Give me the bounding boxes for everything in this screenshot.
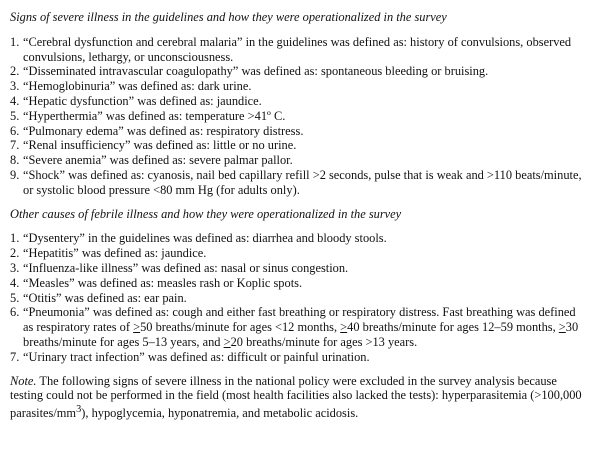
list-item: 8. “Severe anemia” was defined as: severe palmar pallor. bbox=[10, 153, 293, 168]
greater-equal-sign: > bbox=[223, 334, 231, 349]
note-text-end: ), hypoglycemia, hyponatremia, and metabolic acidosis. bbox=[81, 406, 359, 421]
febrile-illness-heading: Other causes of febrile illness and how they were operationalized in the survey bbox=[10, 206, 402, 221]
table-note bbox=[10, 374, 588, 422]
greater-equal-sign: > bbox=[558, 320, 566, 335]
note-label: Note. bbox=[10, 373, 37, 388]
greater-equal-sign: > bbox=[340, 320, 348, 335]
greater-equal-sign: > bbox=[133, 320, 141, 335]
febrile-illness-list bbox=[10, 231, 588, 364]
list-item-pneumonia: 6. “Pneumonia” was defined as: cough and either fast breathing or respiratory distress. Fast breathing was defined as respiratory rates of >50 breaths/minute for ages <12 months, >40 breaths/minute for ages 12–59 months, >30 breaths/minute for ages 5–13 years, and >20 breaths/minute for ages >13 years. bbox=[10, 305, 579, 349]
list-item: 6. “Pulmonary edema” was defined as: respiratory distress. bbox=[10, 123, 304, 138]
list-item: 1. “Dysentery” in the guidelines was defined as: diarrhea and bloody stools. bbox=[10, 231, 387, 246]
list-item: 4. “Hepatic dysfunction” was defined as: jaundice. bbox=[10, 93, 262, 108]
list-item: 7. “Renal insufficiency” was defined as: little or no urine. bbox=[10, 138, 297, 153]
list-item: 2. “Disseminated intravascular coagulopathy” was defined as: spontaneous bleeding or bruising. bbox=[10, 64, 489, 79]
list-item: 1. “Cerebral dysfunction and cerebral malaria” in the guidelines was defined as: history of convulsions, observed convulsions, lethargy, or unconsciousness. bbox=[10, 34, 572, 64]
note-superscript: 3 bbox=[76, 404, 82, 416]
severe-illness-heading: Signs of severe illness in the guidelines and how they were operationalized in the survey bbox=[10, 10, 447, 24]
list-item: 3. “Influenza-like illness” was defined as: nasal or sinus congestion. bbox=[10, 260, 349, 275]
febrile-illness-section bbox=[10, 207, 588, 365]
list-item: 7. “Urinary tract infection” was defined as: difficult or painful urination. bbox=[10, 349, 370, 364]
list-item: 5. “Hyperthermia” was defined as: temperature >41º C. bbox=[10, 108, 286, 123]
list-item: 5. “Otitis” was defined as: ear pain. bbox=[10, 290, 187, 305]
list-item: 9. “Shock” was defined as: cyanosis, nail bed capillary refill >2 seconds, pulse that is weak and >110 beats/minute, or systolic blood pressure <80 mm Hg (for adults only). bbox=[10, 167, 582, 197]
severe-illness-section bbox=[10, 10, 588, 198]
list-item: 4. “Measles” was defined as: measles rash or Koplic spots. bbox=[10, 275, 303, 290]
list-item: 3. “Hemoglobinuria” was defined as: dark urine. bbox=[10, 79, 252, 94]
list-item: 2. “Hepatitis” was defined as: jaundice. bbox=[10, 246, 207, 261]
note-text: The following signs of severe illness in the national policy were excluded in the survey analysis because testing could not be performed in the field (most health facilities also lacked the tests): hyperparasitemia (>100,000 parasites/mm bbox=[10, 373, 582, 421]
severe-illness-list bbox=[10, 35, 588, 198]
